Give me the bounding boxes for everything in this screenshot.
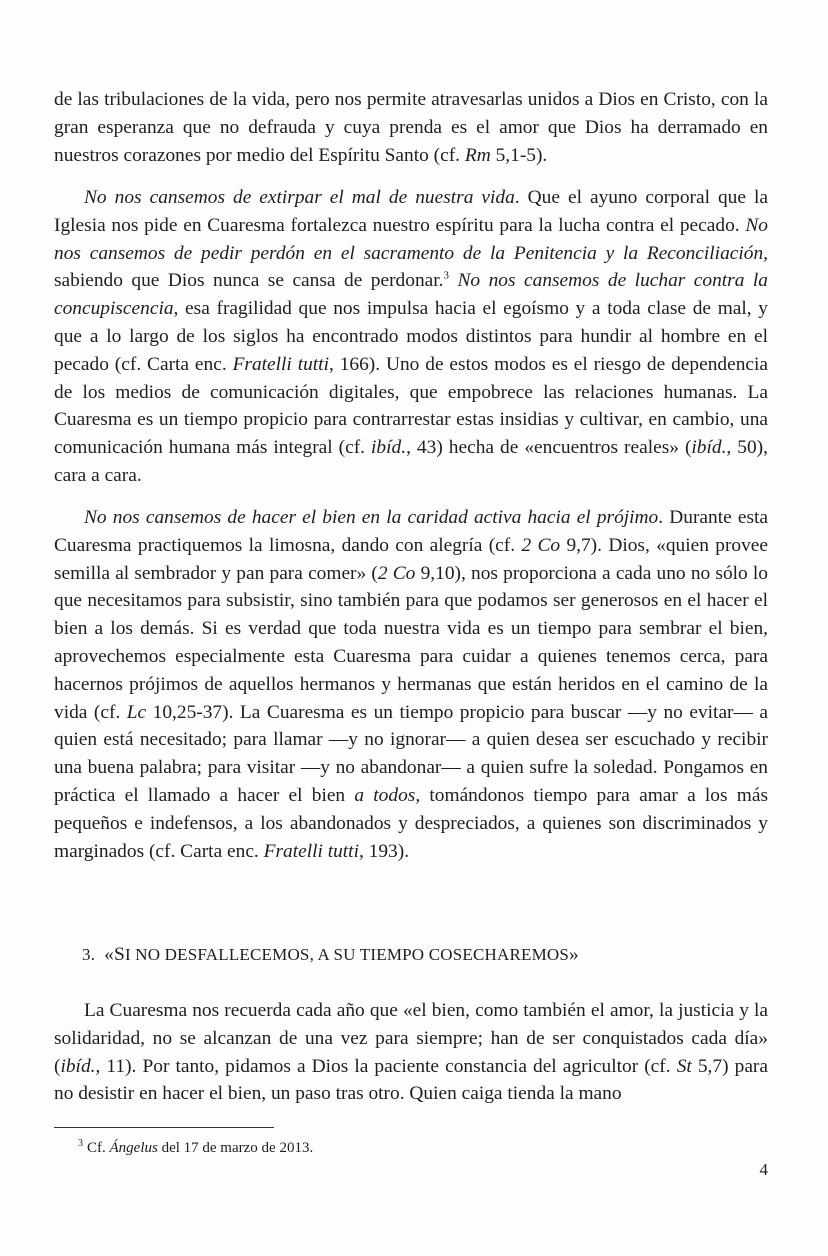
footnote-reference: 3 [443, 269, 449, 282]
paragraph-3: No nos cansemos de hacer el bien en la caridad activa hacia el prójimo. Durante esta Cuaresma practiquemos la limosna, dando con alegría (cf. 2 Co 9,7). Dios, «quien provee semilla al sembrador y pan para comer» (2 Co 9,10), nos proporciona a cada uno no sólo lo que necesitamos para subsistir, sino también para que podamos ser generosos en el hacer el bien a los demás. Si es verdad que toda nuestra vida es un tiempo para sembrar el bien, aprovechemos especialmente esta Cuaresma para cuidar a quienes tenemos cerca, para hacernos prójimos de aquellos hermanos y hermanas que están heridos en el camino de la vida (cf. Lc 10,25-37). La Cuaresma es un tiempo propicio para buscar —y no evitar— a quien está necesitado; para llamar —y no ignorar— a quien desea ser escuchado y recibir una buena palabra; para visitar —y no abandonar— a quien sufre la soledad. Pongamos en práctica el llamado a hacer el bien a todos, tomándonos tiempo para amar a los más pequeños e indefensos, a los abandonados y despreciados, a quienes son discriminados y marginados (cf. Carta enc. Fratelli tutti, 193). [54, 507, 769, 862]
page-number: 4 [759, 1160, 768, 1179]
section-heading: 3. «SI NO DESFALLECEMOS, A SU TIEMPO COSECHAREMOS» [82, 944, 579, 965]
paragraph-1: de las tribulaciones de la vida, pero nos permite atravesarlas unidos a Dios en Cristo, con la gran esperanza que no defrauda y cuya prenda es el amor que Dios ha derramado en nuestros corazones por medio del Espíritu Santo (cf. Rm 5,1-5). [54, 89, 768, 166]
paragraph-4: La Cuaresma nos recuerda cada año que «el bien, como también el amor, la justicia y la solidaridad, no se alcanzan de una vez para siempre; han de ser conquistados cada día» (ibíd., 11). Por tanto, pidamos a Dios la paciente constancia del agricultor (cf. St 5,7) para no desistir en hacer el bien, un paso tras otro. Quien caiga tienda la mano [54, 1000, 768, 1105]
footnote: $^3$ Cf. Ángelus del 17 de marzo de 2013. [78, 1138, 314, 1156]
footnote-divider [54, 1127, 274, 1128]
paragraph-2: No nos cansemos de extirpar el mal de nuestra vida. Que el ayuno corporal que la Iglesia nos pide en Cuaresma fortalezca nuestro espíritu para la lucha contra el pecado. No nos cansemos de pedir perdón en el sacramento de la Penitencia y la Reconciliación, sabiendo que Dios nunca se cansa de perdonar.$^3$ No nos cansemos de luchar contra la concupiscencia, esa fragilidad que nos impulsa hacia el egoísmo y a toda clase de mal, y que a lo largo de los siglos ha encontrado modos distintos para hundir al hombre en el pecado (cf. Carta enc. Fratelli tutti, 166). Uno de estos modos es el riesgo de dependencia de los medios de comunicación digitales, que empobrece las relaciones humanas. La Cuaresma es un tiempo propicio para contrarrestar estas insidias y cultivar, en cambio, una comunicación humana más integral (cf. ibíd., 43) hecha de «encuentros reales» (ibíd., 50), cara a cara. [54, 187, 768, 486]
